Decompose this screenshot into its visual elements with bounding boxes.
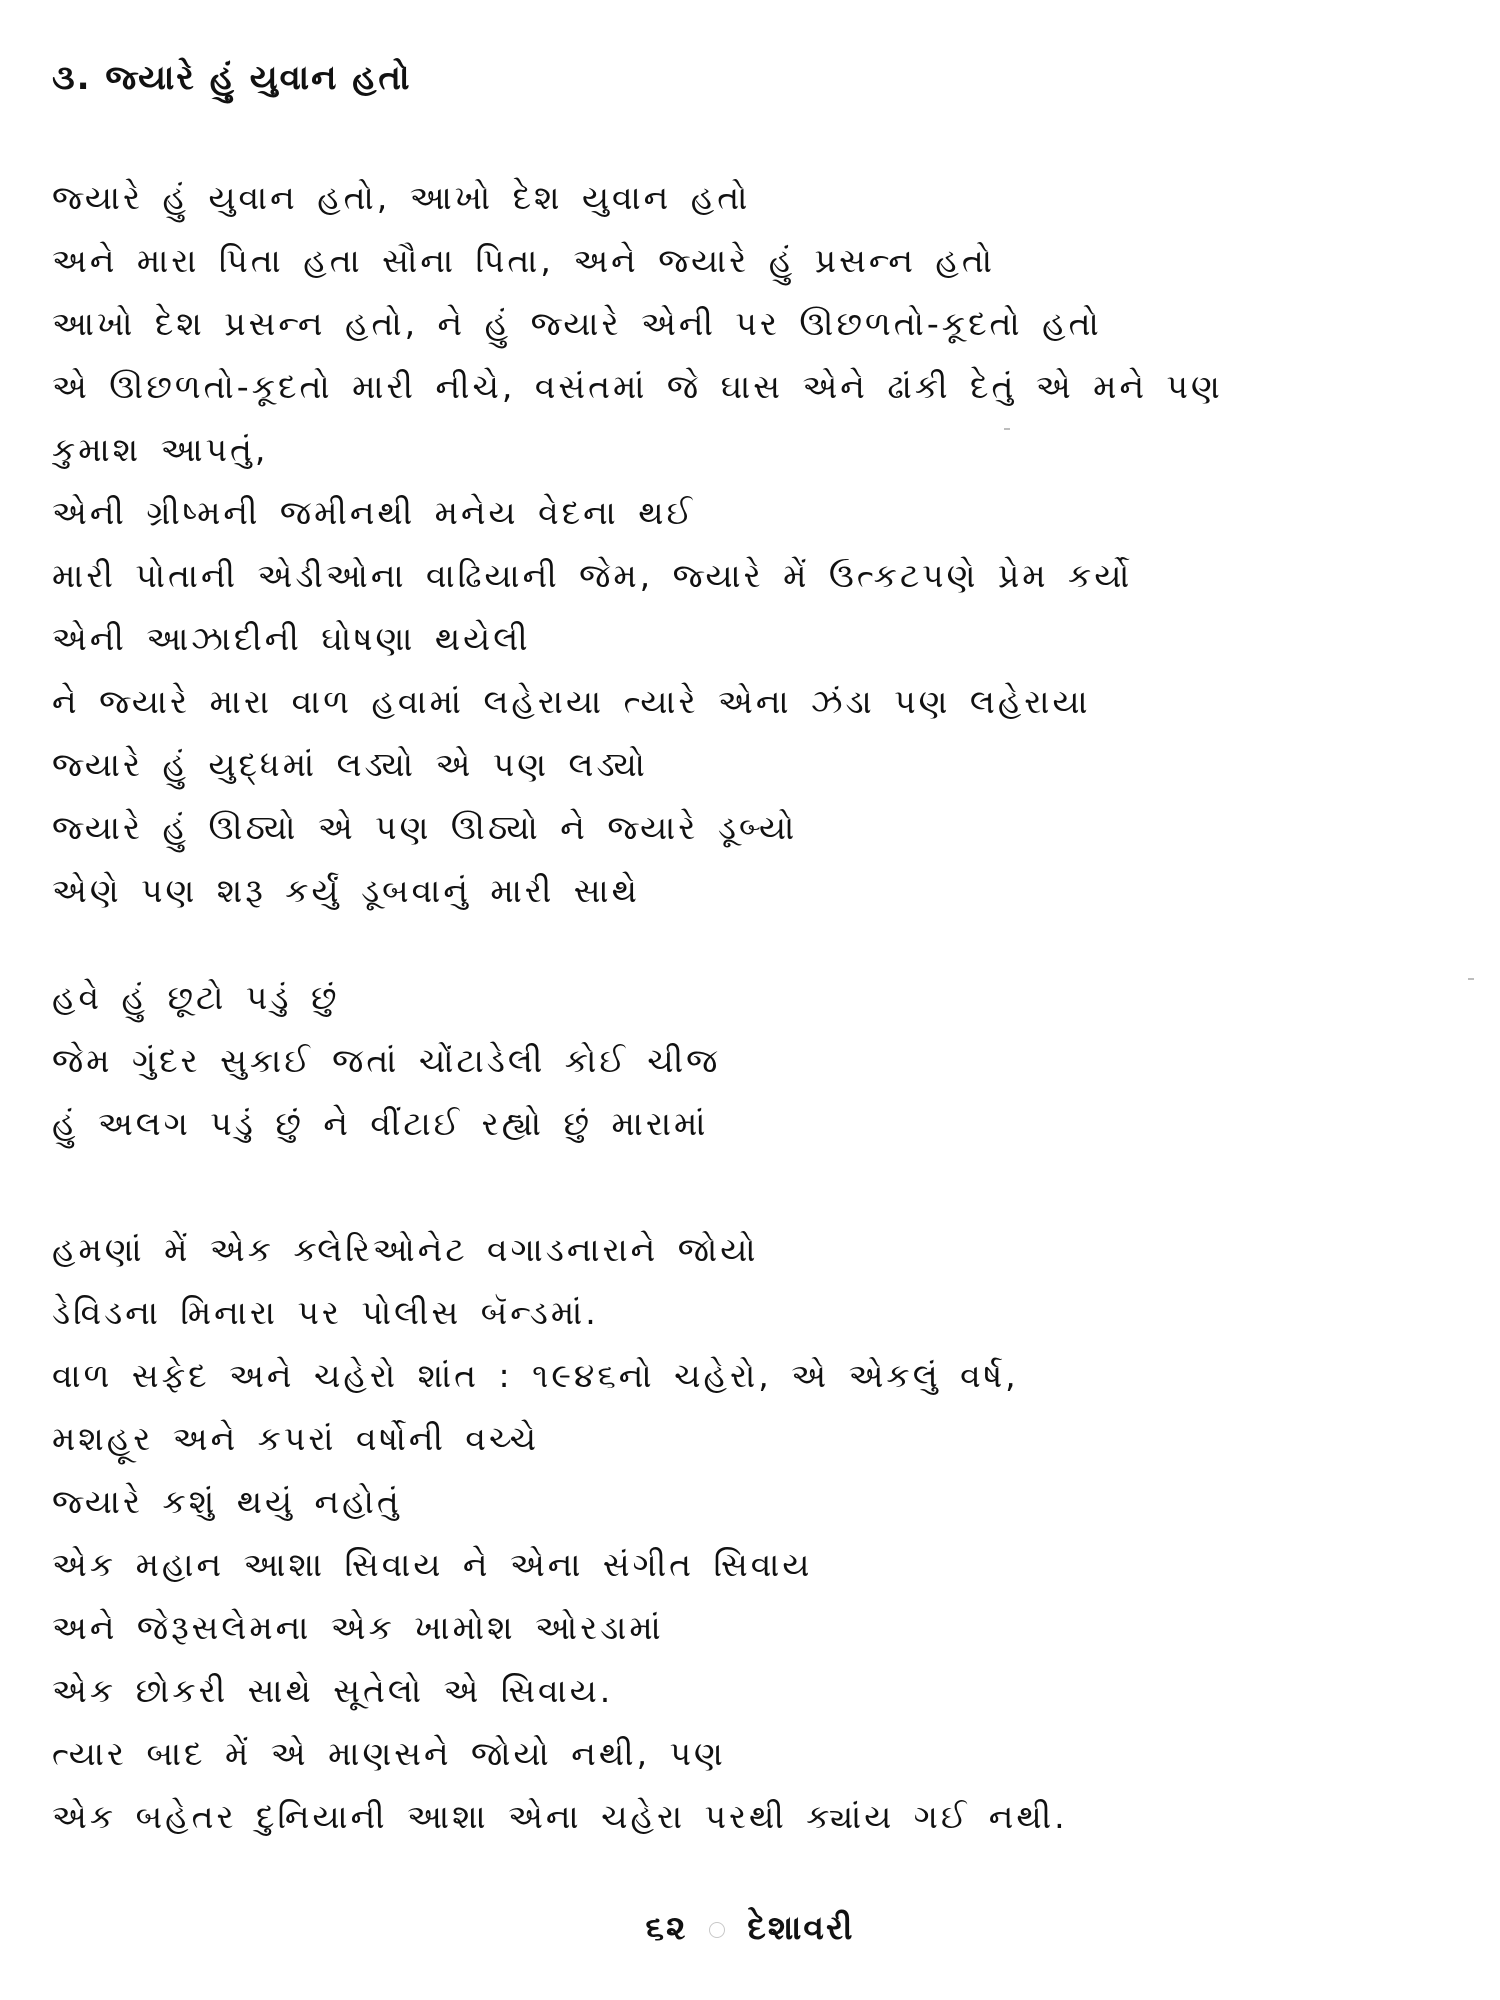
poem-line: જેમ ગુંદર સુકાઈ જતાં ચોંટાડેલી કોઈ ચીજ: [52, 1041, 721, 1080]
poem-line: મારી પોતાની એડીઓના વાઢિયાની જેમ, જ્યારે મેં ઉત્કટપણે પ્રેમ કર્યો: [52, 556, 1133, 595]
stanza-3: [52, 1218, 1472, 1848]
poem-line: ત્યાર બાદ મેં એ માણસને જોયો નથી, પણ: [52, 1734, 726, 1773]
poem-line: હમણાં મેં એક ક્લેરિઓનેટ વગાડનારાને જોયો: [52, 1230, 759, 1269]
poem-line: એક મહાન આશા સિવાય ને એના સંગીત સિવાય: [52, 1545, 813, 1584]
poem-line: એક બહેતર દુનિયાની આશા એના ચહેરા પરથી ક્યાંય ગઈ નથી.: [52, 1797, 1068, 1836]
poem-line: ને જ્યારે મારા વાળ હવામાં લહેરાયા ત્યારે એના ઝંડા પણ લહેરાયા: [52, 682, 1091, 721]
poem-line: એ ઊછળતો-કૂદતો મારી નીચે, વસંતમાં જે ઘાસ એને ઢાંકી દેતું એ મને પણ: [52, 367, 1223, 406]
poem-line: આખો દેશ પ્રસન્ન હતો, ને હું જ્યારે એની પર ઊછળતો-કૂદતો હતો: [52, 304, 1102, 343]
poem-line: અને મારા પિતા હતા સૌના પિતા, અને જ્યારે હું પ્રસન્ન હતો: [52, 241, 996, 280]
poem-line: હું અલગ પડું છું ને વીંટાઈ રહ્યો છું મારામાં: [52, 1104, 709, 1143]
poem-line: જ્યારે હું યુવાન હતો, આખો દેશ યુવાન હતો: [52, 178, 751, 217]
stanza-2: [52, 966, 1472, 1155]
poem-line: વાળ સફેદ અને ચહેરો શાંત : ૧૯૪૬નો ચહેરો, એ એકલું વર્ષ,: [52, 1356, 1019, 1395]
separator-dot-icon: [709, 1922, 725, 1938]
poem-line: મશહૂર અને કપરાં વર્ષોની વચ્ચે: [52, 1419, 540, 1458]
page-number: ૬૨: [645, 1908, 688, 1947]
poem-line: કુમાશ આપતું,: [52, 430, 269, 469]
poem-line: અને જેરૂસલેમના એક ખામોશ ઓરડામાં: [52, 1608, 664, 1647]
poem-line: એણે પણ શરૂ કર્યું ડૂબવાનું મારી સાથે: [52, 871, 640, 910]
poem-line: ડેવિડના મિનારા પર પોલીસ બૅન્ડમાં.: [52, 1293, 599, 1332]
poem-line: હવે હું છૂટો પડું છું: [52, 978, 340, 1017]
book-title: દેશાવરી: [747, 1908, 855, 1947]
scan-speck: [1004, 428, 1010, 430]
poem-line: જ્યારે હું યુદ્ધમાં લડ્યો એ પણ લડ્યો: [52, 745, 648, 784]
poem-title: ૩. જ્યારે હું યુવાન હતો: [52, 58, 412, 98]
poem-line: જ્યારે હું ઊઠ્યો એ પણ ઊઠ્યો ને જ્યારે ડૂબ્યો: [52, 808, 798, 847]
poem-line: એક છોકરી સાથે સૂતેલો એ સિવાય.: [52, 1671, 614, 1710]
poem-line: એની આઝાદીની ઘોષણા થયેલી: [52, 619, 531, 658]
scan-speck: [1468, 978, 1474, 980]
page-footer: [0, 1908, 1500, 1948]
poem-line: એની ગ્રીષ્મની જમીનથી મનેય વેદના થઈ: [52, 493, 696, 532]
poem-line: જ્યારે કશું થયું નહોતું: [52, 1482, 402, 1521]
stanza-1: [52, 166, 1472, 922]
